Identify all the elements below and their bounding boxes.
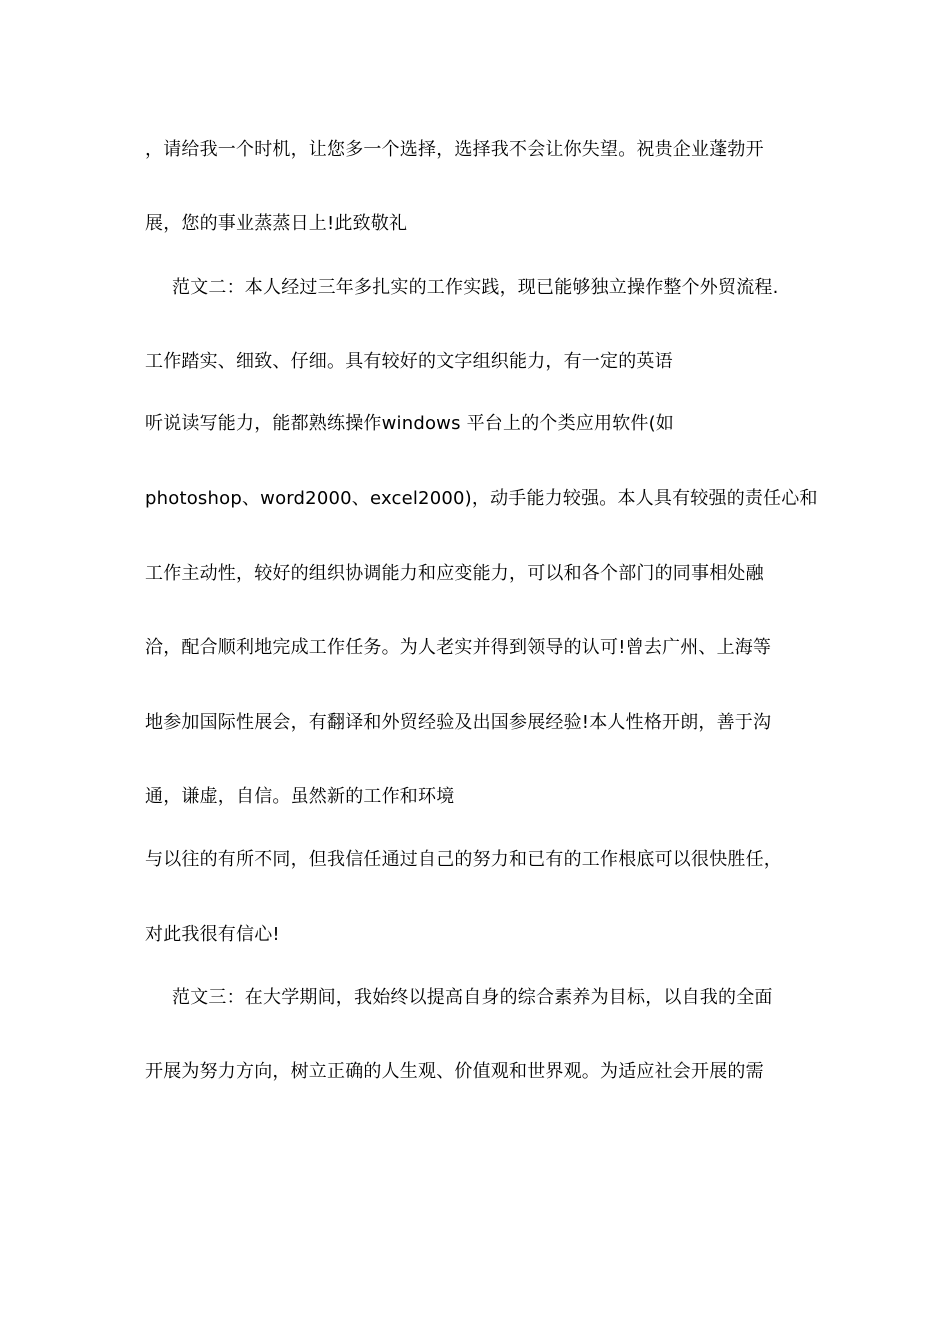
text-line: 工作主动性，较好的组织协调能力和应变能力，可以和各个部门的同事相处融 [145,563,764,584]
text-line: 地参加国际性展会，有翻译和外贸经验及出国参展经验!本人性格开朗，善于沟 [145,712,772,733]
text-line: 对此我很有信心! [145,924,280,945]
text-line: photoshop、word2000、excel2000)，动手能力较强。本人具有较强的责任心和 [145,488,818,509]
paragraph-start: 范文三：在大学期间，我始终以提高自身的综合素养为目标，以自我的全面 [172,987,773,1008]
text-line: 洽，配合顺利地完成工作任务。为人老实并得到领导的认可!曾去广州、上海等 [145,637,772,658]
text-line: 展，您的事业蒸蒸日上!此致敬礼 [145,213,408,234]
text-line: 工作踏实、细致、仔细。具有较好的文字组织能力，有一定的英语 [145,351,673,372]
paragraph-start: 范文二：本人经过三年多扎实的工作实践，现已能够独立操作整个外贸流程. [172,277,779,298]
text-line: 与以往的有所不同，但我信任通过自己的努力和已有的工作根底可以很快胜任， [145,849,782,870]
text-line: 通，谦虚，自信。虽然新的工作和环境 [145,786,455,807]
text-line: 开展为努力方向，树立正确的人生观、价值观和世界观。为适应社会开展的需 [145,1061,764,1082]
text-line: 听说读写能力，能都熟练操作windows 平台上的个类应用软件(如 [145,413,675,434]
text-line: ，请给我一个时机，让您多一个选择，选择我不会让你失望。祝贵企业蓬勃开 [145,139,764,160]
